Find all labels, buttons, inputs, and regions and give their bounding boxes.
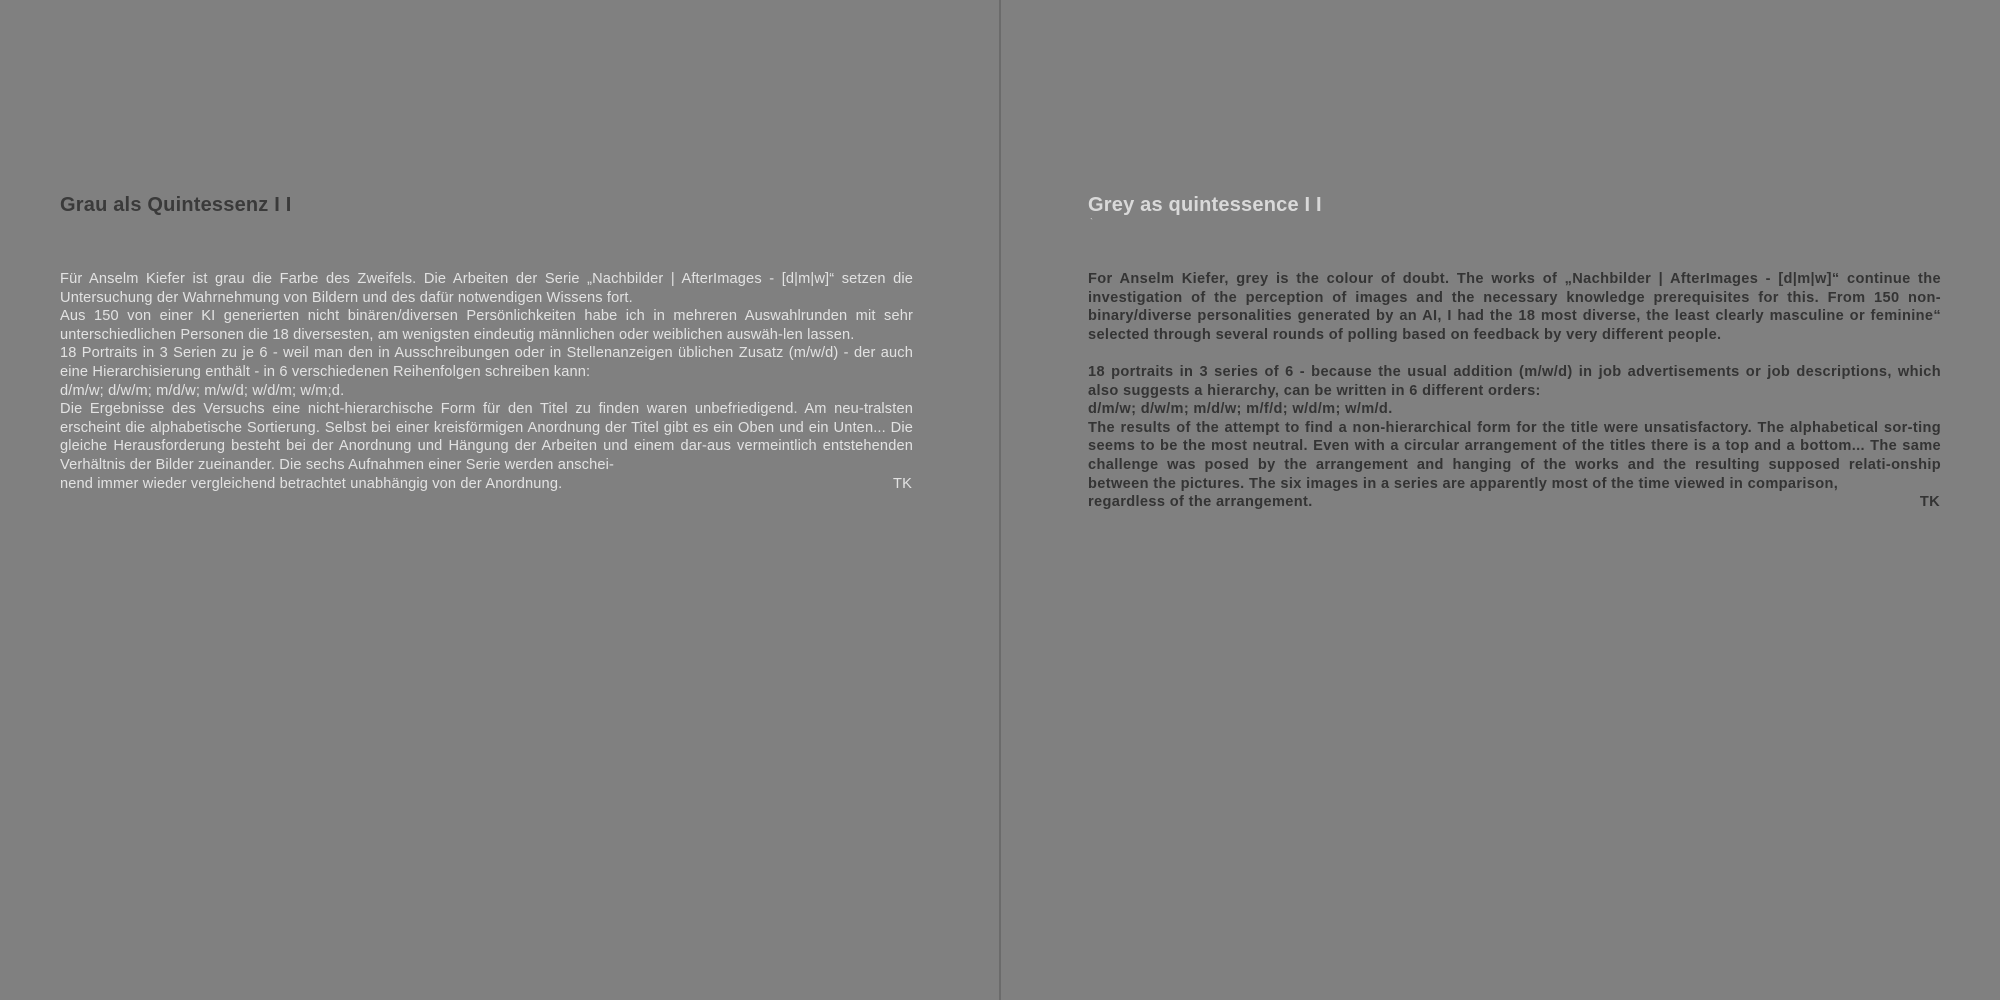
author-signature: TK <box>1919 494 1940 511</box>
closing-line <box>60 475 913 494</box>
paragraph: Aus 150 von einer KI generierten nicht binären/diversen Persönlichkeiten habe ich in mehreren Auswahlrunden mit sehr unterschiedlichen Personen die 18 diversesten, am wenigsten eindeutig männlichen oder weiblichen auswäh-len lassen. <box>60 308 913 343</box>
page-title-english: Grey as quintessence I I <box>1088 194 1322 216</box>
paragraph: 18 portraits in 3 series of 6 - because the usual addition (m/w/d) in job advertisements or job descriptions, which also suggests a hierarchy, can be written in 6 different orders: <box>1088 363 1941 399</box>
paragraph: Für Anselm Kiefer ist grau die Farbe des Zweifels. Die Arbeiten der Serie „Nachbilder | AfterImages - [d|m|w]“ setzen die Untersuchung der Wahrnehmung von Bildern und des dafür notwendigen Wissens fort. <box>60 271 913 306</box>
body-text-english <box>1088 270 1941 512</box>
paragraph-gap <box>1088 344 1941 363</box>
page-title-german: Grau als Quintessenz I I <box>60 194 292 216</box>
paragraph: Die Ergebnisse des Versuchs eine nicht-hierarchische Form für den Titel zu finden waren unbefriedigend. Am neu-tralsten erscheint die alphabetische Sortierung. Selbst bei einer kreisförmigen Anordnung der Titel gibt es ein Oben und ein Unten... Die gleiche Herausforderung besteht bei der Anordnung und Hängung der Arbeiten und einem dar-aus vermeintlich entstehenden Verhältnis der Bilder zueinander. Die sechs Aufnahmen einer Serie werden anschei- <box>60 401 913 473</box>
closing-text: regardless of the arrangement. <box>1088 494 1313 511</box>
paragraph: The results of the attempt to find a non-hierarchical form for the title were unsatisfactory. The alphabetical sor-ting seems to be the most neutral. Even with a circular arrangement of the titles there is a top and a bottom... The same challenge was posed by the arrangement and hanging of the works and the resulting supposed relati-onship between the pictures. The six images in a series are apparently most of the time viewed in comparison, <box>1088 419 1941 492</box>
stray-mark: ` <box>1090 217 1093 227</box>
closing-line <box>1088 493 1941 512</box>
paragraph: For Anselm Kiefer, grey is the colour of doubt. The works of „Nachbilder | AfterImages - [d|m|w]“ continue the investigation of the perception of images and the necessary knowledge prerequisites for this. From 150 non-binary/diverse personalities generated by an AI, I had the 18 most diverse, the least clearly masculine or feminine“ selected through several rounds of polling based on feedback by very different people. <box>1088 271 1941 343</box>
paragraph: d/m/w; d/w/m; m/d/w; m/w/d; w/d/m; w/m;d. <box>60 382 345 399</box>
paragraph: d/m/w; d/w/m; m/d/w; m/f/d; w/d/m; w/m/d. <box>1088 401 1393 418</box>
author-signature: TK <box>893 475 912 492</box>
body-text-german <box>60 270 913 493</box>
right-page <box>1001 0 2000 1000</box>
paragraph: 18 Portraits in 3 Serien zu je 6 - weil man den in Ausschreibungen oder in Stellenanzeigen üblichen Zusatz (m/w/d) - der auch eine Hierarchisierung enthält - in 6 verschiedenen Reihenfolgen schreiben kann: <box>60 345 913 380</box>
closing-text: nend immer wieder vergleichend betrachtet unabhängig von der Anordnung. <box>60 475 563 492</box>
